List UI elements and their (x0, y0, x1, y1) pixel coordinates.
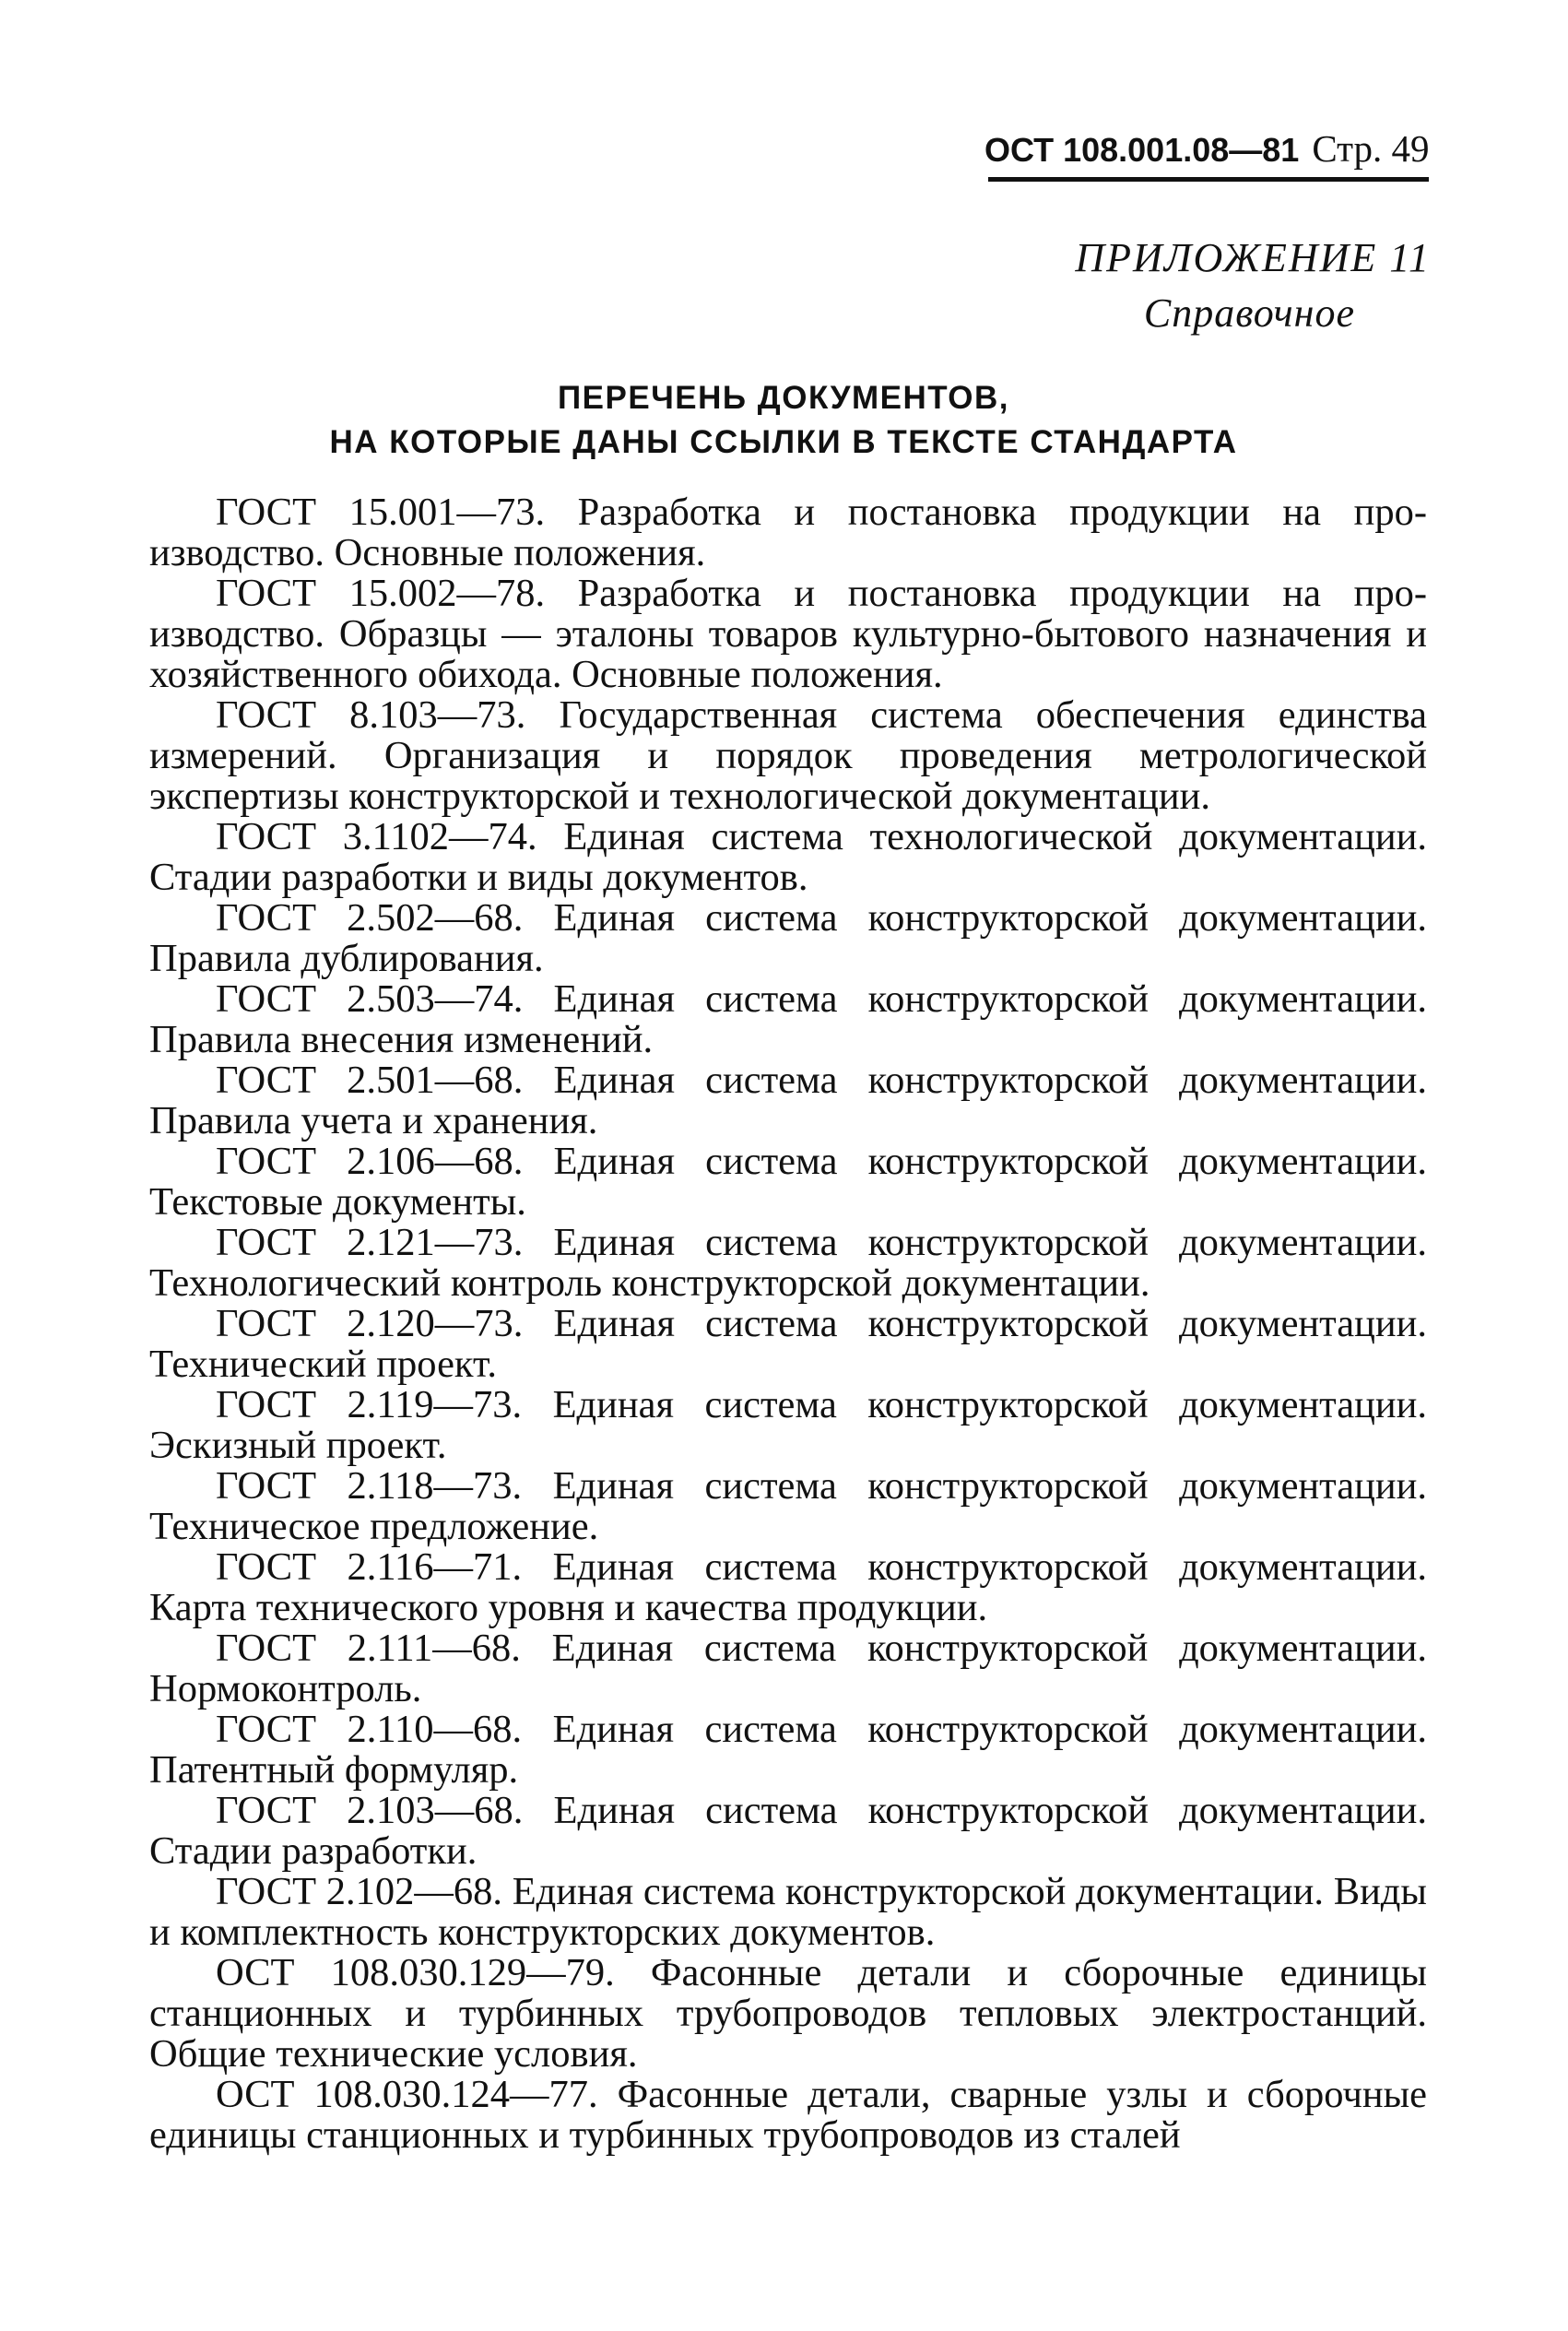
reference-entry: ГОСТ 2.503—74. Единая система конструкторской документации. Правила внесения изменений. (149, 977, 1427, 1061)
reference-entry: ОСТ 108.030.124—77. Фасонные детали, сварные узлы и сборочные единицы станционных и турбинных трубопроводов из сталей (149, 2073, 1427, 2157)
reference-list (149, 492, 1427, 2156)
reference-entry: ГОСТ 2.501—68. Единая система конструкторской документации. Правила учета и хранения. (149, 1059, 1427, 1142)
reference-entry: ГОСТ 2.103—68. Единая система конструкторской документации. Стадии разработки. (149, 1789, 1427, 1873)
reference-entry: ГОСТ 3.1102—74. Единая система технологической документации. Стадии разработки и виды документов. (149, 815, 1427, 899)
page-number: Стр. 49 (1312, 127, 1430, 170)
reference-entry: ГОСТ 2.116—71. Единая система конструкторской документации. Карта технического уровня и качества продукции. (149, 1545, 1427, 1629)
reference-entry: ГОСТ 2.102—68. Единая система конструкторской документации. Виды и комплектность конструкторских документов. (149, 1870, 1427, 1954)
reference-entry: ГОСТ 8.103—73. Государственная система обеспечения единства измерений. Организация и порядок проведения метрологической экспертизы конструкторской и технологической документации. (149, 693, 1427, 818)
reference-entry: ГОСТ 2.119—73. Единая система конструкторской документации. Эскизный проект. (149, 1383, 1427, 1467)
reference-entry: ГОСТ 2.502—68. Единая система конструкторской документации. Правила дублирования. (149, 896, 1427, 980)
reference-entry: ГОСТ 15.002—78. Разработка и постановка продукции на производство. Образцы — эталоны товаров культурно-бытового назначения и хозяйственного обихода. Основные положения. (149, 572, 1427, 696)
appendix-label: ПРИЛОЖЕНИЕ 11 (1075, 235, 1431, 280)
reference-entry: ГОСТ 15.001—73. Разработка и постановка продукции на производство. Основные положения. (149, 491, 1427, 574)
section-title-line-1: ПЕРЕЧЕНЬ ДОКУМЕНТОВ, (558, 380, 1009, 416)
appendix-status: Справочное (1143, 290, 1355, 336)
page-header (984, 125, 1430, 173)
reference-entry: ГОСТ 2.110—68. Единая система конструкторской документации. Патентный формуляр. (149, 1708, 1427, 1792)
reference-entry: ГОСТ 2.120—73. Единая система конструкторской документации. Технический проект. (149, 1302, 1427, 1386)
reference-entry: ОСТ 108.030.129—79. Фасонные детали и сборочные единицы станционных и турбинных трубопроводов тепловых электростанций. Общие технические условия. (149, 1951, 1427, 2076)
reference-entry: ГОСТ 2.121—73. Единая система конструкторской документации. Технологический контроль конструкторской документации. (149, 1221, 1427, 1305)
reference-entry: ГОСТ 2.106—68. Единая система конструкторской документации. Текстовые документы. (149, 1140, 1427, 1224)
document-code: ОСТ 108.001.08—81 (984, 131, 1300, 169)
section-title-line-2: НА КОТОРЫЕ ДАНЫ ССЫЛКИ В ТЕКСТЕ СТАНДАРТА (329, 424, 1238, 460)
section-title (138, 376, 1429, 465)
reference-entry: ГОСТ 2.118—73. Единая система конструкторской документации. Техническое предложение. (149, 1464, 1427, 1548)
reference-entry: ГОСТ 2.111—68. Единая система конструкторской документации. Нормоконтроль. (149, 1627, 1427, 1710)
header-rule (988, 177, 1429, 182)
